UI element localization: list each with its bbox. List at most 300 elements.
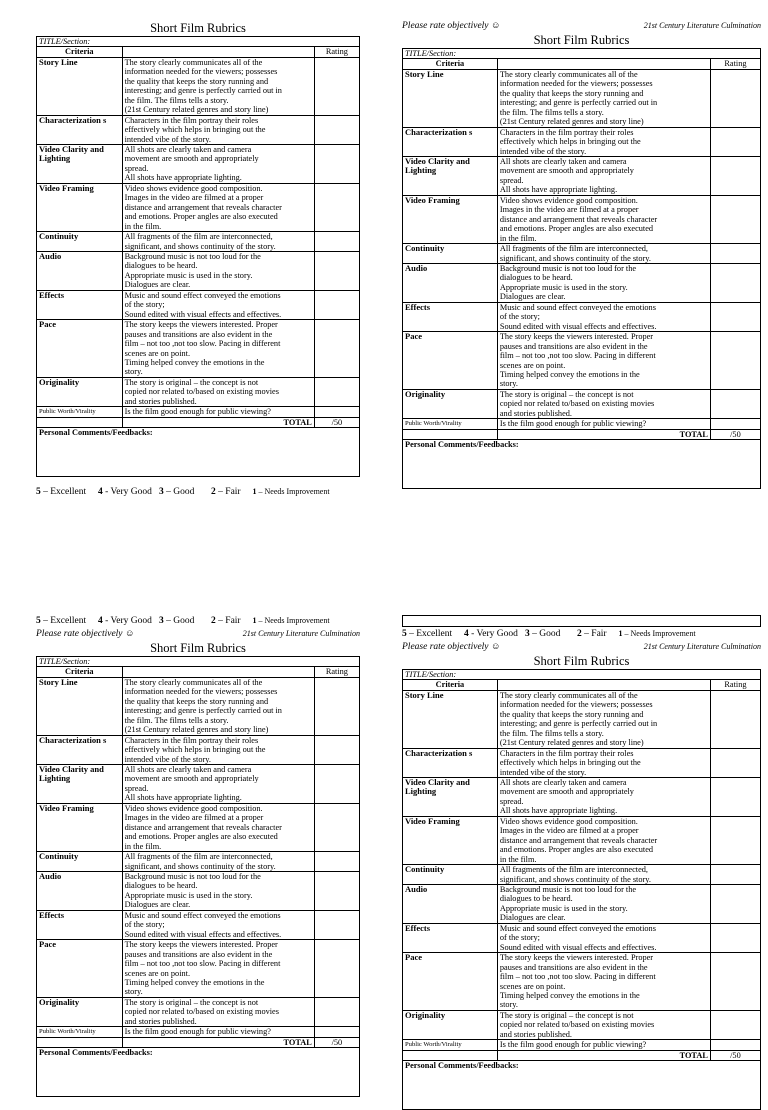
description-line: Music and sound effect conveyed the emotions [499, 302, 656, 312]
rubric-table [36, 656, 360, 1097]
rating-cell[interactable] [314, 1027, 359, 1037]
description-line: story. [499, 1000, 518, 1010]
description-line: distance and arrangement that reveals character [124, 822, 282, 832]
rating-cell[interactable] [314, 735, 359, 764]
description-line: Sound edited with visual effects and effectives. [499, 942, 657, 952]
description-line: All fragments of the film are interconnected, [499, 244, 648, 254]
criteria-description [122, 115, 314, 144]
criteria-row [403, 419, 761, 429]
criteria-description [122, 803, 314, 851]
rate-note: Please rate objectively ☺ [36, 629, 135, 639]
description-line: Images in the video are filmed at a proper [499, 826, 639, 836]
total-label: TOTAL [122, 417, 314, 427]
criteria-row [403, 953, 761, 1011]
rating-cell[interactable] [314, 183, 359, 231]
criteria-name: Effects [37, 910, 123, 939]
criteria-row [37, 852, 360, 872]
criteria-description [122, 735, 314, 764]
criteria-row [37, 407, 360, 417]
rating-cell[interactable] [710, 195, 760, 243]
description-line: Video shows evidence good composition. [499, 816, 638, 826]
criteria-description [122, 1027, 314, 1037]
description-line: the quality that keeps the story running and [499, 709, 644, 719]
criteria-name: Effects [403, 923, 498, 952]
criteria-row [403, 389, 761, 418]
total-label: TOTAL [497, 429, 710, 439]
description-line: effectively which helps in bringing out the [124, 125, 266, 135]
legend-very-good: 4 - Very Good [464, 629, 518, 639]
rating-legend [36, 614, 360, 628]
comments-row [403, 1061, 761, 1110]
description-line: film – not too ,not too slow. Pacing in different [499, 972, 656, 982]
rating-cell[interactable] [314, 320, 359, 378]
criteria-row [403, 332, 761, 390]
criteria-name: Characterization s [37, 735, 123, 764]
description-line: Appropriate music is used in the story. [124, 890, 253, 900]
legend-needs-improvement: 1 – Needs Improvement [252, 487, 330, 497]
criteria-name: Effects [403, 302, 498, 331]
criteria-name: Continuity [37, 232, 123, 252]
criteria-description [497, 816, 710, 864]
description-line: Dialogues are clear. [499, 913, 566, 923]
criteria-rows [403, 690, 761, 1050]
total-spacer [403, 429, 498, 439]
description-line: information needed for the viewers; possesses [499, 79, 653, 89]
rating-cell[interactable] [710, 156, 760, 195]
rating-cell[interactable] [314, 57, 359, 115]
description-line: Video shows evidence good composition. [124, 183, 263, 193]
criteria-description [497, 419, 710, 429]
criteria-row [37, 57, 360, 115]
course-label: 21st Century Literature Culmination [643, 21, 761, 30]
criteria-name: Originality [37, 377, 123, 406]
rating-cell[interactable] [314, 803, 359, 851]
criteria-row [37, 910, 360, 939]
criteria-name: Continuity [403, 865, 498, 885]
comments-field[interactable]: Personal Comments/Feedbacks: [403, 440, 761, 489]
description-line: pauses and transitions are also evident in the [124, 329, 273, 339]
criteria-description [122, 290, 314, 319]
title-section-field[interactable]: TITLE/Section: [37, 37, 360, 47]
description-line: of the story; [499, 933, 540, 943]
description-line: Images in the video are filmed at a proper [124, 813, 264, 823]
description-line: scenes are on point. [124, 348, 191, 358]
rating-cell[interactable] [314, 764, 359, 803]
criteria-row [403, 1040, 761, 1050]
description-line: Images in the video are filmed at a proper [124, 193, 264, 203]
criteria-description [497, 953, 710, 1011]
criteria-description [122, 320, 314, 378]
rating-cell[interactable] [314, 997, 359, 1026]
description-line: the quality that keeps the story running and [124, 76, 269, 86]
rating-cell[interactable] [314, 910, 359, 939]
criteria-description [122, 377, 314, 406]
criteria-row [37, 232, 360, 252]
description-line: intended vibe of the story. [124, 754, 211, 764]
header-row [403, 59, 761, 69]
criteria-name: Audio [37, 251, 123, 290]
criteria-row [403, 302, 761, 331]
description-line: Images in the video are filmed at a proper [499, 205, 639, 215]
description-line: and stories published. [124, 396, 197, 406]
description-line: and emotions. Proper angles are also executed [124, 832, 278, 842]
rating-header: Rating [710, 680, 760, 690]
description-line: The story is original – the concept is not [124, 997, 259, 1007]
description-line: in the film. [499, 854, 537, 864]
legend-excellent: 5 – Excellent [402, 629, 453, 639]
criteria-name: Pace [403, 332, 498, 390]
description-line: copied nor related to/based on existing movies [499, 1020, 655, 1030]
criteria-description [497, 865, 710, 885]
rating-cell[interactable] [710, 923, 760, 952]
description-line: The story keeps the viewers interested. Proper [499, 953, 654, 963]
description-line: (21st Century related genres and story line) [499, 738, 644, 748]
description-line: All shots have appropriate lighting. [124, 173, 242, 183]
total-spacer [37, 1037, 123, 1047]
criteria-description [122, 940, 314, 998]
description-line: Background music is not too loud for the [124, 251, 261, 261]
description-line: in the film. [499, 233, 537, 243]
criteria-description [122, 183, 314, 231]
rating-cell[interactable] [710, 302, 760, 331]
criteria-description [497, 923, 710, 952]
description-line: Music and sound effect conveyed the emotions [124, 910, 281, 920]
description-line: The story keeps the viewers interested. Proper [499, 332, 654, 342]
rating-cell[interactable] [710, 263, 760, 302]
rating-cell[interactable] [710, 69, 760, 127]
rubric-table-slot [402, 669, 761, 1110]
title-row [403, 49, 761, 59]
description-line: dialogues to be heard. [124, 881, 198, 891]
rating-cell[interactable] [314, 232, 359, 252]
description-line: significant, and shows continuity of the story. [124, 861, 276, 871]
description-line: Characters in the film portray their roles [124, 735, 259, 745]
description-header [122, 47, 314, 57]
description-line: Background music is not too loud for the [499, 884, 637, 894]
description-line: All shots are clearly taken and camera [124, 764, 252, 774]
description-line: The story keeps the viewers interested. Proper [124, 940, 278, 950]
description-line: effectively which helps in bringing out the [499, 137, 641, 147]
criteria-header: Criteria [37, 667, 123, 677]
header-row [37, 667, 360, 677]
rubric-table [402, 48, 761, 489]
rating-cell[interactable] [314, 677, 359, 735]
rubric-sheet-top-right [402, 20, 761, 565]
description-line: movement are smooth and appropriately [124, 774, 259, 784]
description-line: significant, and shows continuity of the story. [499, 253, 651, 263]
legend-good: 3 – Good [159, 616, 195, 626]
description-line: story. [124, 367, 143, 377]
criteria-name: Audio [403, 263, 498, 302]
legend-good: 3 – Good [525, 629, 561, 639]
rating-cell[interactable] [710, 690, 760, 748]
description-line: Is the film good enough for public viewing? [124, 1027, 271, 1037]
description-line: (21st Century related genres and story line) [499, 117, 644, 127]
description-line: interesting; and genre is perfectly carried out in [124, 706, 282, 716]
rating-cell[interactable] [710, 1010, 760, 1039]
rating-cell[interactable] [710, 419, 760, 429]
rating-cell[interactable] [314, 852, 359, 872]
criteria-name: Pace [37, 320, 123, 378]
description-line: film – not too ,not too slow. Pacing in different [499, 351, 656, 361]
criteria-row [403, 816, 761, 864]
criteria-row [37, 871, 360, 910]
legend-fair: 2 – Fair [577, 629, 607, 639]
criteria-description [122, 764, 314, 803]
criteria-row [403, 244, 761, 264]
description-line: of the story; [499, 312, 540, 322]
criteria-name: Public Worth/Virality [37, 407, 123, 417]
description-line: spread. [124, 783, 149, 793]
description-line: All shots have appropriate lighting. [499, 806, 618, 816]
criteria-description [122, 677, 314, 735]
title-section-field[interactable]: TITLE/Section: [403, 670, 761, 680]
legend-fair: 2 – Fair [211, 616, 241, 626]
description-line: Music and sound effect conveyed the emotions [124, 290, 281, 300]
description-line: effectively which helps in bringing out the [124, 745, 266, 755]
total-score[interactable]: /50 [314, 1037, 359, 1047]
criteria-row [37, 115, 360, 144]
criteria-rows [37, 677, 360, 1037]
criteria-description [497, 302, 710, 331]
description-line: the film. The films tells a story. [124, 95, 229, 105]
description-line: distance and arrangement that reveals character [499, 835, 658, 845]
rating-cell[interactable] [314, 871, 359, 910]
criteria-rows [37, 57, 360, 417]
description-line: story. [124, 987, 143, 997]
title-row [37, 657, 360, 667]
criteria-name: Story Line [37, 677, 123, 735]
description-line: Sound edited with visual effects and effectives. [499, 321, 657, 331]
description-line: copied nor related to/based on existing movies [124, 1007, 279, 1017]
criteria-row [403, 923, 761, 952]
rating-cell[interactable] [710, 389, 760, 418]
rubric-table-slot [36, 36, 360, 477]
description-line: Dialogues are clear. [124, 900, 191, 910]
total-label: TOTAL [497, 1050, 710, 1060]
criteria-description [122, 232, 314, 252]
criteria-name: Video Framing [37, 183, 123, 231]
description-line: information needed for the viewers; possesses [124, 67, 278, 77]
description-line: the film. The films tells a story. [124, 715, 229, 725]
rating-cell[interactable] [314, 115, 359, 144]
description-line: information needed for the viewers; possesses [499, 700, 653, 710]
description-line: in the film. [124, 221, 162, 231]
rate-note: Please rate objectively ☺ [402, 642, 501, 652]
sheet-title: Short Film Rubrics [150, 21, 246, 35]
title-row [37, 37, 360, 47]
description-line: significant, and shows continuity of the story. [124, 241, 276, 251]
description-line: The story clearly communicates all of the [499, 690, 638, 700]
description-line: dialogues to be heard. [499, 273, 573, 283]
rating-header: Rating [314, 47, 359, 57]
description-line: (21st Century related genres and story line) [124, 105, 269, 115]
rating-cell[interactable] [710, 777, 760, 816]
description-line: Characters in the film portray their roles [499, 748, 634, 758]
description-line: scenes are on point. [124, 968, 191, 978]
description-line: All shots are clearly taken and camera [124, 144, 252, 154]
criteria-row [37, 677, 360, 735]
criteria-description [122, 997, 314, 1026]
criteria-name: Public Worth/Virality [403, 1040, 498, 1050]
rating-cell[interactable] [710, 865, 760, 885]
description-line: and emotions. Proper angles are also executed [499, 224, 654, 234]
course-label: 21st Century Literature Culmination [643, 642, 761, 651]
description-line: spread. [124, 163, 149, 173]
criteria-row [403, 127, 761, 156]
description-line: of the story; [124, 920, 165, 930]
sheet-title: Short Film Rubrics [150, 641, 246, 655]
criteria-row [37, 764, 360, 803]
rubric-table [36, 36, 360, 477]
criteria-description [497, 884, 710, 923]
description-line: All shots are clearly taken and camera [499, 156, 627, 166]
criteria-row [403, 69, 761, 127]
rating-cell[interactable] [710, 884, 760, 923]
description-line: Appropriate music is used in the story. [124, 270, 253, 280]
description-line: Sound edited with visual effects and effectives. [124, 309, 282, 319]
description-line: Appropriate music is used in the story. [499, 282, 628, 292]
criteria-row [403, 156, 761, 195]
rating-header: Rating [710, 59, 760, 69]
rating-cell[interactable] [710, 953, 760, 1011]
rating-legend [36, 485, 360, 499]
criteria-description [122, 57, 314, 115]
description-line: The story is original – the concept is not [499, 389, 634, 399]
description-line: All fragments of the film are interconnected, [124, 232, 273, 242]
total-spacer [37, 417, 123, 427]
criteria-description [122, 251, 314, 290]
description-line: the quality that keeps the story running and [499, 88, 644, 98]
criteria-name: Video Framing [37, 803, 123, 851]
title-section-field[interactable]: TITLE/Section: [403, 49, 761, 59]
description-line: in the film. [124, 841, 162, 851]
description-line: the quality that keeps the story running and [124, 696, 269, 706]
criteria-description [497, 1040, 710, 1050]
criteria-row [403, 690, 761, 748]
legend-very-good: 4 - Very Good [98, 487, 152, 498]
description-line: and emotions. Proper angles are also executed [124, 212, 278, 222]
comments-row [37, 428, 360, 477]
comments-field[interactable]: Personal Comments/Feedbacks: [37, 428, 360, 477]
description-line: Is the film good enough for public viewing? [499, 419, 647, 429]
criteria-description [497, 263, 710, 302]
rating-cell[interactable] [710, 332, 760, 390]
total-row [37, 1037, 360, 1047]
description-line: Characters in the film portray their roles [499, 127, 634, 137]
total-label: TOTAL [122, 1037, 314, 1047]
description-line: movement are smooth and appropriately [499, 166, 634, 176]
description-line: intended vibe of the story. [499, 767, 587, 777]
description-line: Timing helped convey the emotions in the [499, 369, 640, 379]
criteria-row [37, 735, 360, 764]
criteria-description [497, 332, 710, 390]
rating-cell[interactable] [314, 251, 359, 290]
total-score[interactable]: /50 [710, 429, 760, 439]
total-score[interactable]: /50 [710, 1050, 760, 1060]
description-line: film – not too ,not too slow. Pacing in different [124, 339, 281, 349]
comments-field[interactable]: Personal Comments/Feedbacks: [403, 1061, 761, 1110]
description-line: (21st Century related genres and story line) [124, 725, 269, 735]
criteria-row [37, 183, 360, 231]
description-line: the film. The films tells a story. [499, 107, 604, 117]
criteria-row [403, 777, 761, 816]
description-line: interesting; and genre is perfectly carried out in [499, 98, 658, 108]
rating-cell[interactable] [314, 940, 359, 998]
description-line: The story keeps the viewers interested. Proper [124, 320, 278, 330]
header-row [403, 680, 761, 690]
total-row [403, 1050, 761, 1060]
rating-cell[interactable] [710, 1040, 760, 1050]
legend-needs-improvement: 1 – Needs Improvement [618, 629, 696, 638]
description-line: interesting; and genre is perfectly carried out in [124, 86, 282, 96]
criteria-name: Pace [37, 940, 123, 998]
description-line: Dialogues are clear. [124, 280, 191, 290]
criteria-description [497, 690, 710, 748]
criteria-description [122, 144, 314, 183]
rating-cell[interactable] [314, 290, 359, 319]
rating-cell[interactable] [710, 127, 760, 156]
rating-header: Rating [314, 667, 359, 677]
comments-row [403, 440, 761, 489]
rating-cell[interactable] [314, 377, 359, 406]
description-line: and stories published. [499, 408, 572, 418]
description-line: and emotions. Proper angles are also executed [499, 845, 654, 855]
criteria-row [37, 144, 360, 183]
rating-cell[interactable] [710, 816, 760, 864]
description-line: The story clearly communicates all of the [499, 69, 638, 79]
note-row [36, 628, 360, 640]
description-line: movement are smooth and appropriately [499, 787, 634, 797]
rating-cell[interactable] [710, 748, 760, 777]
rating-cell[interactable] [710, 244, 760, 264]
description-line: All fragments of the film are interconnected, [124, 852, 273, 862]
criteria-name: Originality [37, 997, 123, 1026]
criteria-name: Characterization s [403, 748, 498, 777]
criteria-description [497, 156, 710, 195]
rating-cell[interactable] [314, 407, 359, 417]
description-line: movement are smooth and appropriately [124, 154, 259, 164]
criteria-name: Pace [403, 953, 498, 1011]
title-section-field[interactable]: TITLE/Section: [37, 657, 360, 667]
comments-field[interactable]: Personal Comments/Feedbacks: [37, 1048, 360, 1097]
criteria-name: Originality [403, 389, 498, 418]
blank-box [402, 615, 761, 627]
criteria-row [37, 251, 360, 290]
description-line: copied nor related to/based on existing movies [499, 399, 655, 409]
description-line: dialogues to be heard. [499, 894, 573, 904]
course-label: 21st Century Literature Culmination [242, 629, 360, 638]
description-line: Characters in the film portray their roles [124, 115, 259, 125]
criteria-row [37, 803, 360, 851]
description-line: film – not too ,not too slow. Pacing in different [124, 959, 281, 969]
criteria-description [122, 852, 314, 872]
description-line: story. [499, 379, 518, 389]
criteria-row [37, 940, 360, 998]
rating-cell[interactable] [314, 144, 359, 183]
criteria-name: Continuity [403, 244, 498, 264]
criteria-header: Criteria [403, 680, 498, 690]
description-line: Is the film good enough for public viewing? [124, 407, 271, 417]
description-line: All fragments of the film are interconnected, [499, 865, 648, 875]
legend-needs-improvement: 1 – Needs Improvement [252, 616, 330, 625]
criteria-name: Audio [37, 871, 123, 910]
header-row [37, 47, 360, 57]
description-line: and stories published. [499, 1029, 572, 1039]
note-row [402, 641, 761, 653]
criteria-description [122, 871, 314, 910]
total-score[interactable]: /50 [314, 417, 359, 427]
